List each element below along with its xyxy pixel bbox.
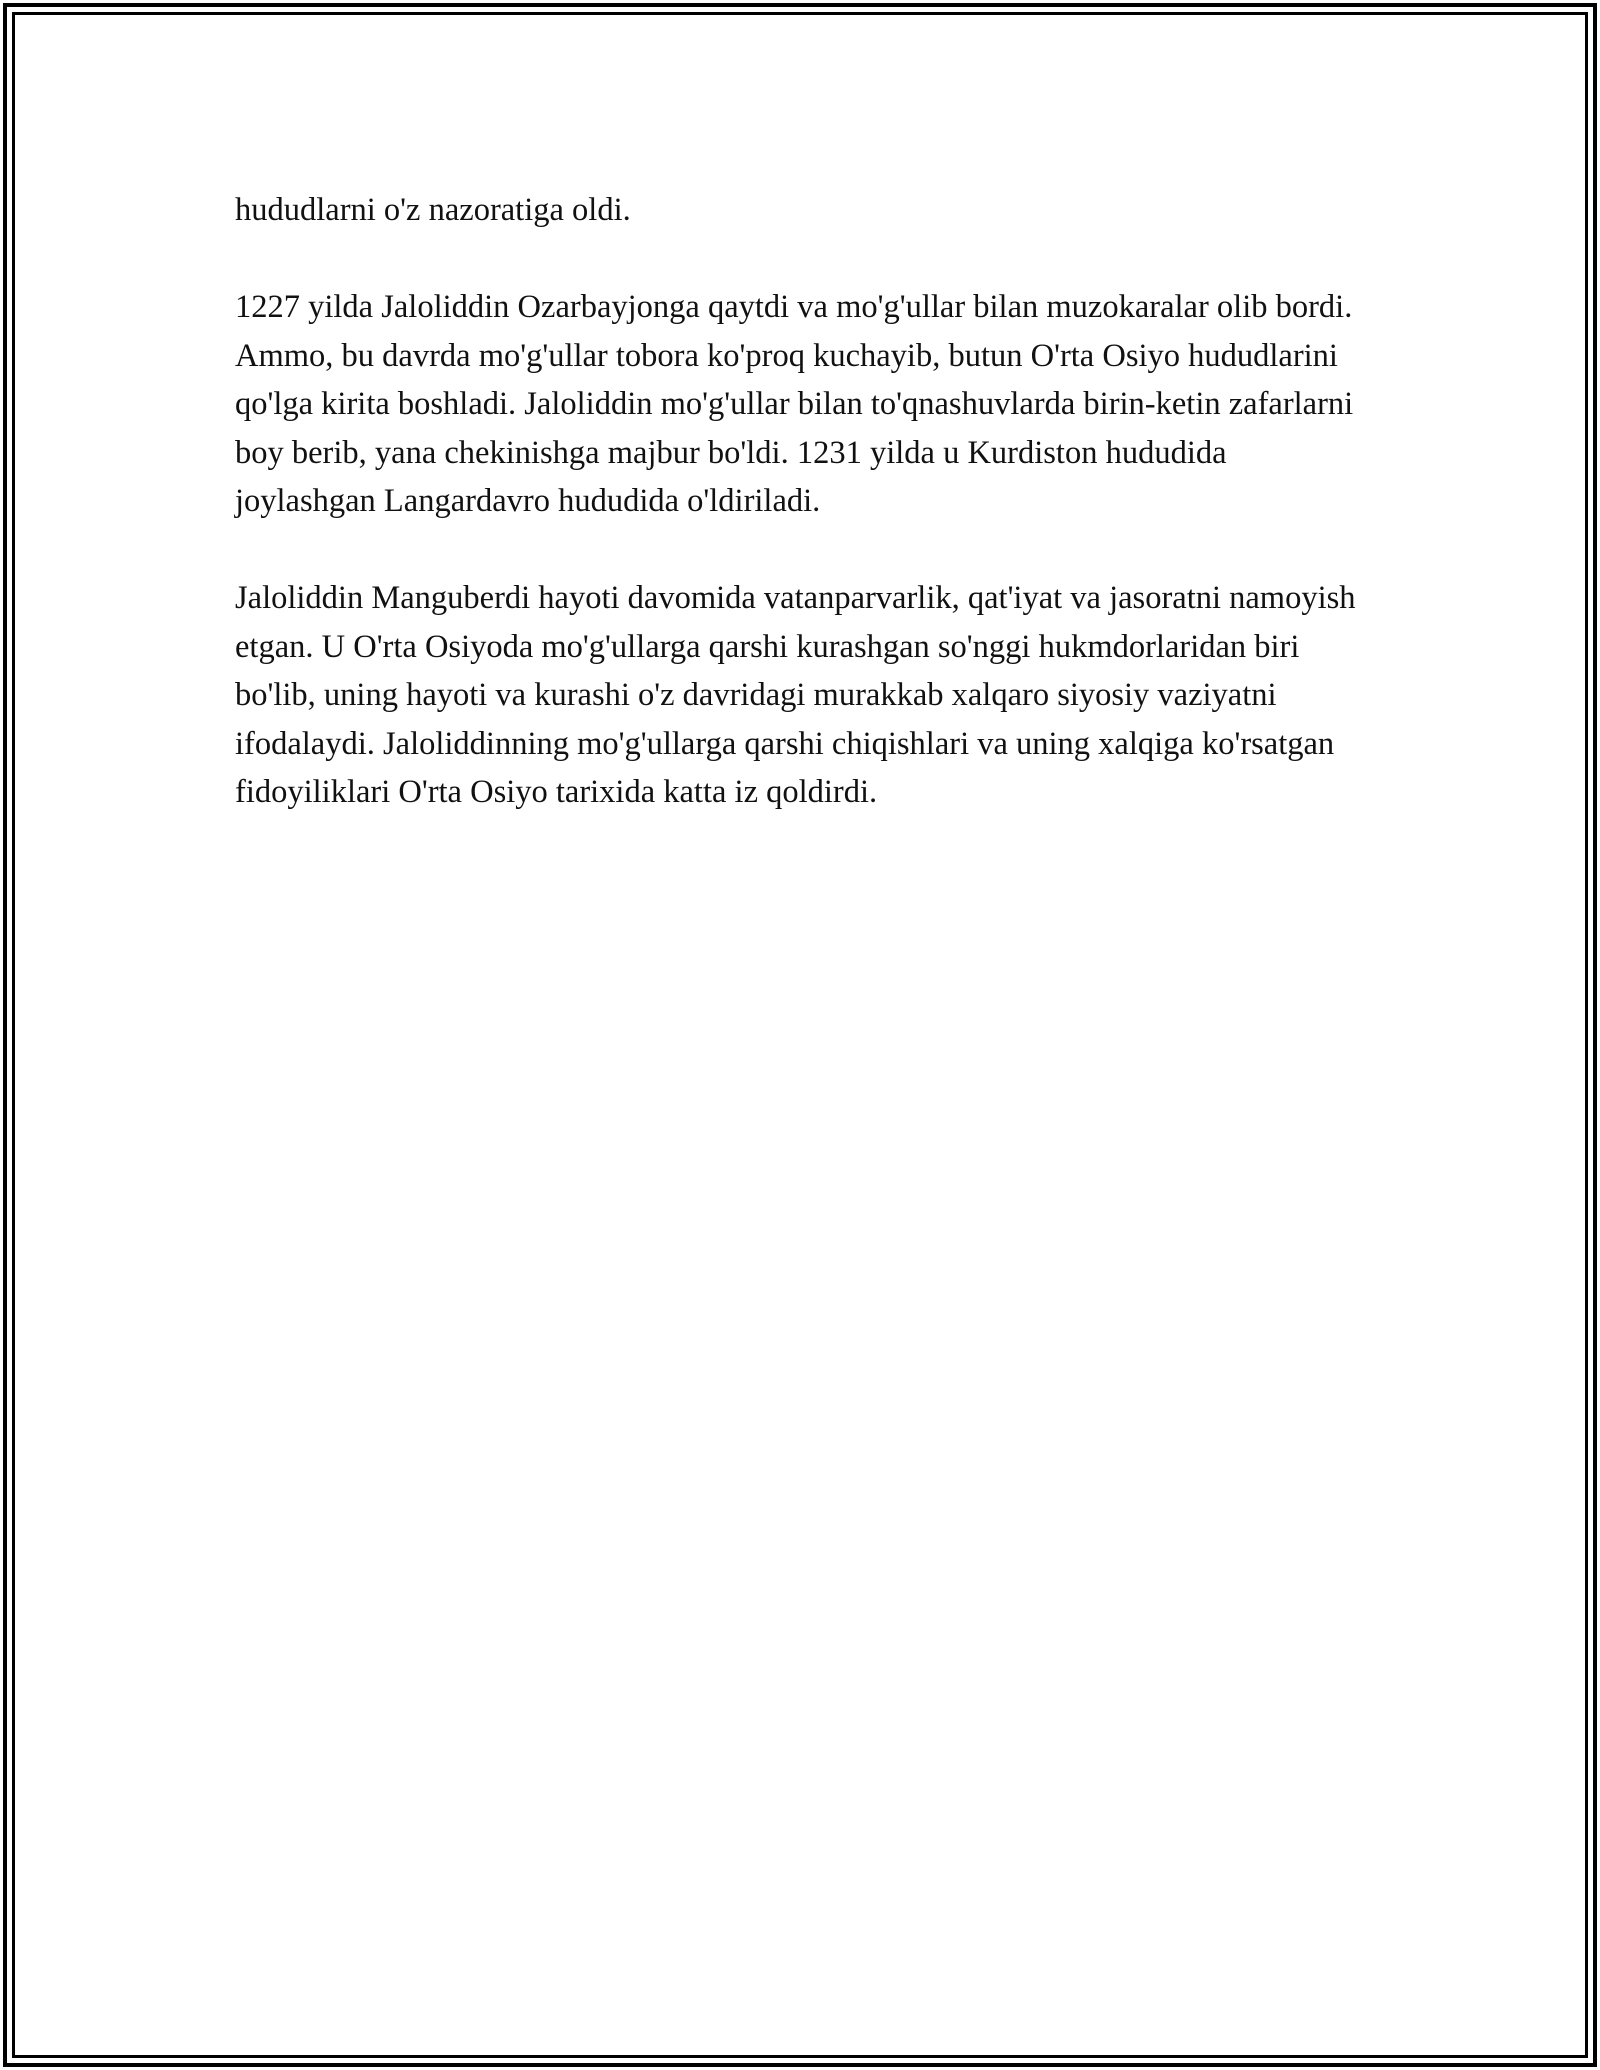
paragraph-2: 1227 yilda Jaloliddin Ozarbayjonga qaytdi va mo'g'ullar bilan muzokaralar olib bordi. Ammo, bu davrda mo'g'ullar tobora ko'proq kuchayib, butun O'rta Osiyo hududlarini qo'lga kirita boshladi. Jaloliddin mo'g'ullar bilan to'qnashuvlarda birin-ketin zafarlarni boy berib, yana chekinishga majbur bo'ldi. 1231 yilda u Kurdiston hududida joylashgan Langardavro hududida o'ldiriladi. [235, 289, 1354, 519]
paragraph-3: Jaloliddin Manguberdi hayoti davomida vatanparvarlik, qat'iyat va jasoratni namoyish etgan. U O'rta Osiyoda mo'g'ullarga qarshi kurashgan so'nggi hukmdorlaridan biri bo'lib, uning hayoti va kurashi o'z davridagi murakkab xalqaro siyosiy vaziyatni ifodalaydi. Jaloliddinning mo'g'ullarga qarshi chiqishlari va uning xalqiga ko'rsatgan fidoyiliklari O'rta Osiyo tarixida katta iz qoldirdi. [235, 580, 1356, 810]
document-body [235, 186, 1375, 865]
paragraph-1: hududlarni o'z nazoratiga oldi. [235, 192, 631, 228]
